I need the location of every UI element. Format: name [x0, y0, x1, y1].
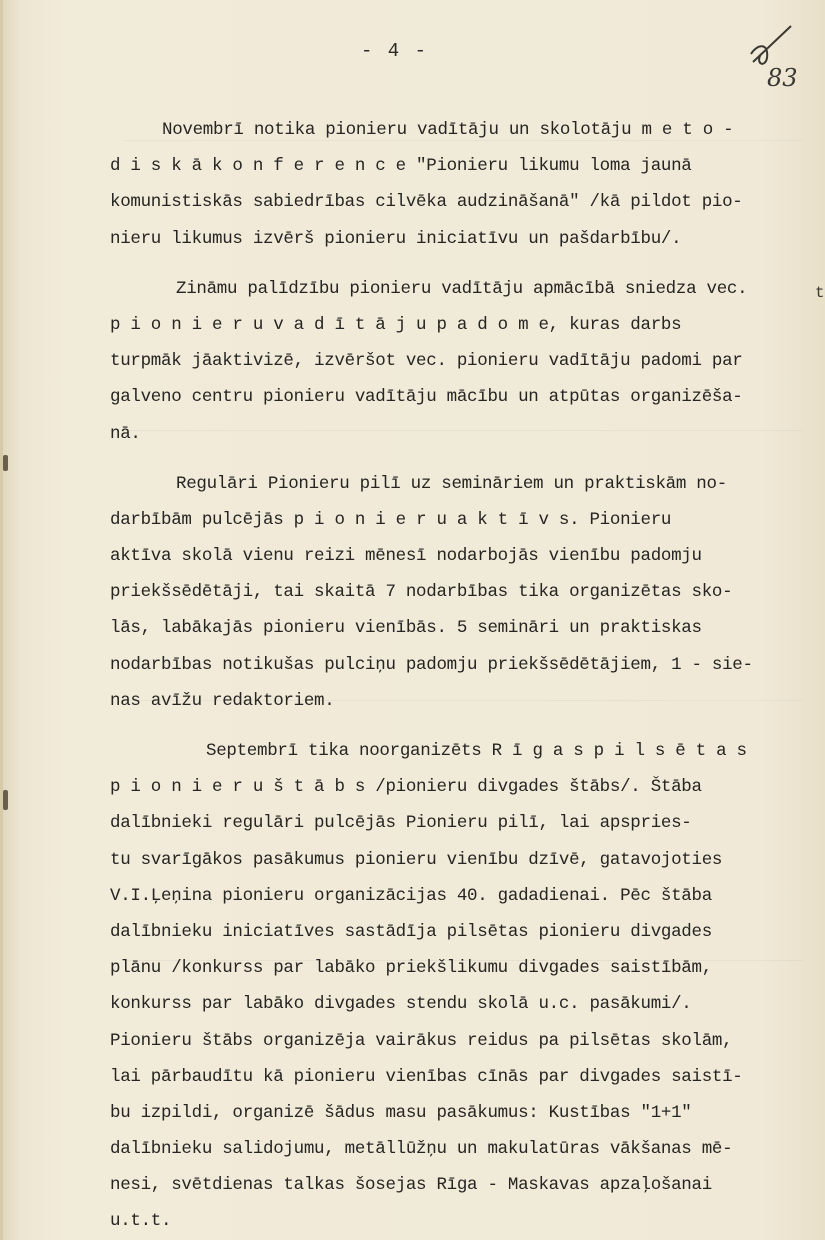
paragraph — [110, 466, 810, 719]
paragraph — [110, 271, 810, 452]
paragraph — [110, 733, 810, 1240]
binding-mark — [3, 790, 8, 810]
text-line: Regulāri Pionieru pilī uz semināriem un praktiskām no- — [176, 473, 727, 494]
paragraph — [110, 112, 810, 257]
text-line: dalībnieku iniciatīves sastādīja pilsētas pionieru divgades — [110, 921, 712, 942]
text-line: nieru likumus izvērš pionieru iniciatīvu un pašdarbību/. — [110, 228, 682, 249]
text-line: V.I.Ļeņina pionieru organizācijas 40. gadadienai. Pēc štāba — [110, 885, 712, 906]
text-line: plānu /konkurss par labāko priekšlikumu divgades saistībām, — [110, 958, 712, 979]
text-line: p i o n i e r u š t ā b s /pionieru divgades štābs/. Štāba — [110, 777, 702, 798]
text-line: nas avīžu redaktoriem. — [110, 690, 335, 711]
text-line: lai pārbaudītu kā pionieru vienības cīnās par divgades saistī- — [110, 1066, 743, 1087]
text-line: lās, labākajās pionieru vienībās. 5 semināri un praktiskas — [110, 618, 702, 639]
text-line: darbībām pulcējās p i o n i e r u a k t ī v s. Pionieru — [110, 509, 672, 530]
text-line: Pionieru štābs organizēja vairākus reidus pa pilsētas skolām, — [110, 1030, 733, 1051]
text-line: nā. — [110, 423, 141, 444]
text-line: galveno centru pionieru vadītāju mācību un atpūtas organizēša- — [110, 387, 743, 408]
text-line: nodarbības notikušas pulciņu padomju priekšsēdētājiem, 1 - sie- — [110, 654, 753, 675]
text-line: Novembrī notika pionieru vadītāju un skolotāju m e t o - — [162, 120, 734, 140]
text-line: p i o n i e r u v a d ī t ā j u p a d o m e, kuras darbs — [110, 314, 682, 335]
document-body — [110, 112, 810, 1240]
text-line: aktīva skolā vienu reizi mēnesī nodarbojās vienību padomju — [110, 546, 702, 567]
text-line: priekšsēdētāji, tai skaitā 7 nodarbības tika organizētas sko- — [110, 582, 733, 603]
folio-number: 83 — [767, 64, 798, 92]
text-line: dalībnieku salidojumu, metāllūžņu un makulatūras vākšanas mē- — [110, 1139, 733, 1160]
binding-mark — [3, 455, 8, 471]
text-line: Septembrī tika noorganizēts R ī g a s p i l s ē t a s — [206, 741, 747, 761]
text-line: konkurss par labāko divgades stendu skolā u.c. pasākumi/. — [110, 994, 692, 1015]
text-line: Zināmu palīdzību pionieru vadītāju apmācībā sniedza vec. — [176, 278, 748, 299]
text-line: bu izpildi, organizē šādus masu pasākumus: Kustības "1+1" — [110, 1102, 692, 1123]
margin-mark: t — [815, 284, 825, 302]
page-number: - 4 - — [361, 40, 429, 62]
handwritten-folio-number — [743, 24, 805, 104]
text-line: u.t.t. — [110, 1211, 172, 1232]
text-line: nesi, svētdienas talkas šosejas Rīga - Maskavas apzaļošanai — [110, 1175, 712, 1196]
text-line: turpmāk jāaktivizē, izvēršot vec. pionieru vadītāju padomi par — [110, 351, 743, 372]
text-line: d i s k ā k o n f e r e n c e "Pionieru likumu loma jaunā — [110, 156, 692, 177]
text-line: komunistiskās sabiedrības cilvēka audzināšanā" /kā pildot pio- — [110, 192, 743, 213]
text-line: tu svarīgākos pasākumus pionieru vienību dzīvē, gatavojoties — [110, 849, 723, 870]
text-line: dalībnieki regulāri pulcējās Pionieru pilī, lai apspries- — [110, 813, 692, 834]
